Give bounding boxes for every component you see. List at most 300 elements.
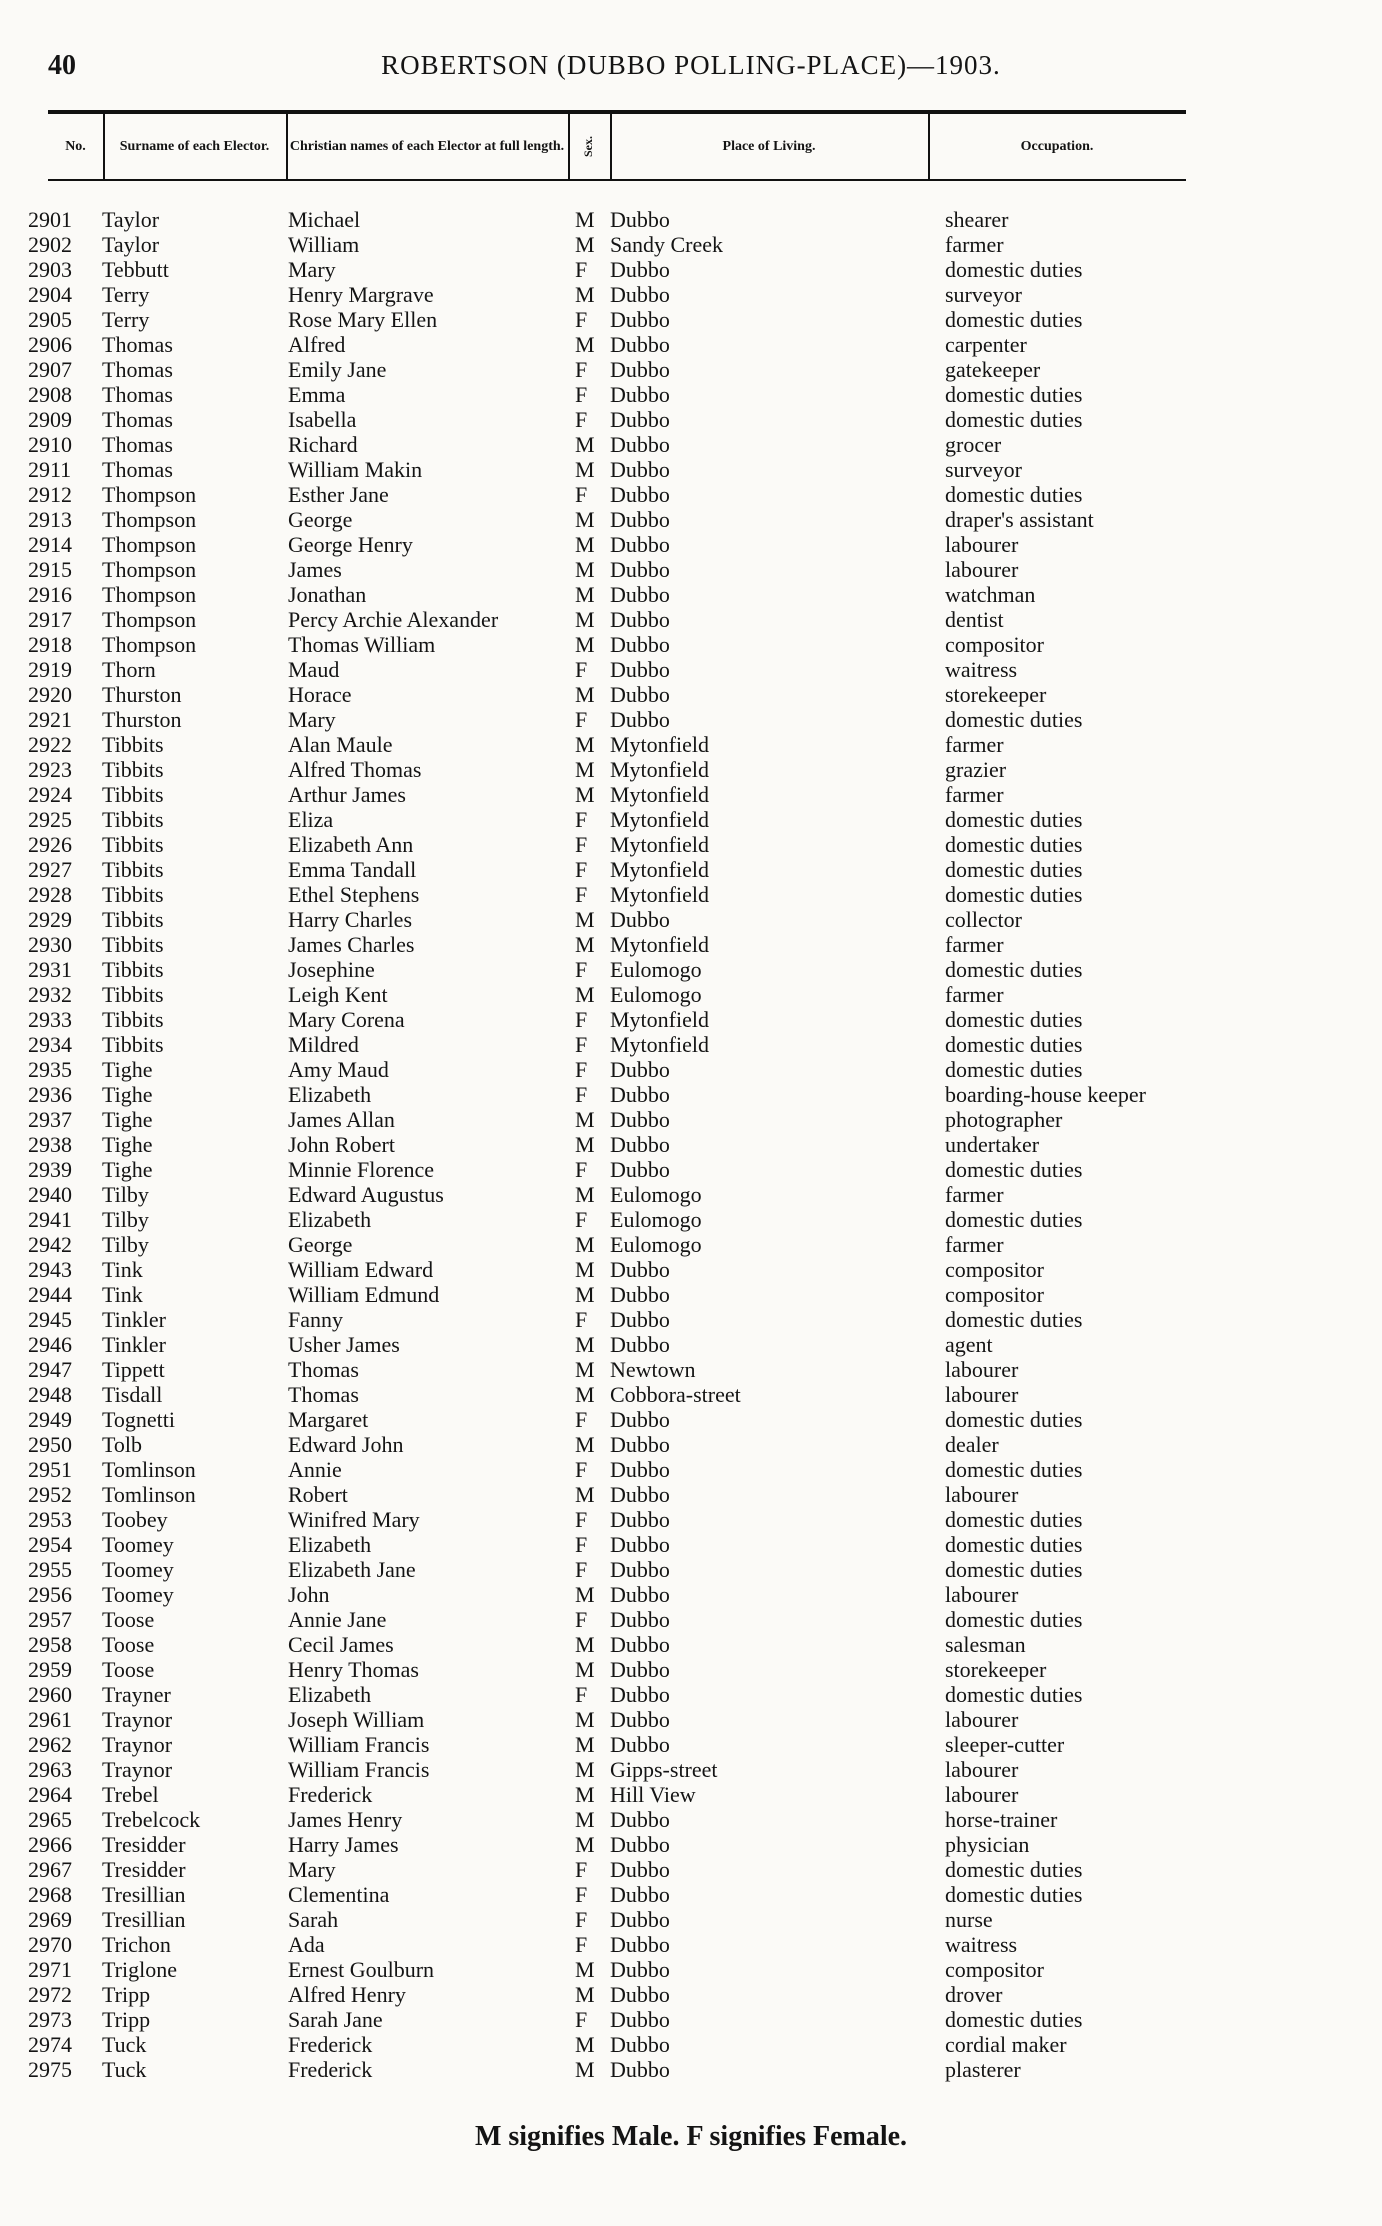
elector-place: Dubbo [610, 1632, 670, 1657]
elector-christian-names: Frederick [288, 1782, 373, 1807]
elector-place: Dubbo [610, 1457, 670, 1482]
elector-occupation: gatekeeper [945, 357, 1041, 382]
elector-sex: M [575, 557, 595, 582]
table-row [0, 1357, 1382, 1382]
elector-occupation: farmer [945, 782, 1004, 807]
elector-number: 2968 [28, 1882, 72, 1907]
elector-sex: F [575, 1907, 588, 1932]
elector-occupation: nurse [945, 1907, 993, 1932]
elector-christian-names: Isabella [288, 407, 357, 432]
elector-christian-names: Mildred [288, 1032, 359, 1057]
elector-place: Dubbo [610, 1482, 670, 1507]
table-row [0, 1082, 1382, 1107]
elector-number: 2903 [28, 257, 72, 282]
table-row [0, 1932, 1382, 1957]
elector-number: 2932 [28, 982, 72, 1007]
elector-occupation: domestic duties [945, 482, 1083, 507]
elector-occupation: domestic duties [945, 807, 1083, 832]
table-row [0, 932, 1382, 957]
elector-place: Mytonfield [610, 807, 709, 832]
elector-number: 2919 [28, 657, 72, 682]
elector-christian-names: Rose Mary Ellen [288, 307, 438, 332]
elector-sex: M [575, 732, 595, 757]
elector-surname: Thomas [102, 407, 173, 432]
elector-christian-names: Elizabeth [288, 1682, 372, 1707]
elector-christian-names: George Henry [288, 532, 413, 557]
elector-surname: Trebel [102, 1782, 159, 1807]
elector-occupation: grocer [945, 432, 1002, 457]
elector-number: 2931 [28, 957, 72, 982]
table-row [0, 1732, 1382, 1757]
table-row [0, 1507, 1382, 1532]
elector-surname: Thompson [102, 607, 197, 632]
elector-surname: Tilby [102, 1207, 149, 1232]
elector-christian-names: Alfred [288, 332, 346, 357]
elector-number: 2904 [28, 282, 72, 307]
elector-surname: Thompson [102, 557, 197, 582]
elector-sex: F [575, 2007, 588, 2032]
table-row [0, 1007, 1382, 1032]
elector-sex: M [575, 1382, 595, 1407]
elector-sex: M [575, 1257, 595, 1282]
elector-surname: Tibbits [102, 1032, 164, 1057]
elector-sex: F [575, 657, 588, 682]
elector-occupation: domestic duties [945, 1457, 1083, 1482]
column-header-occupation: Occupation. [1020, 138, 1094, 154]
elector-sex: F [575, 1557, 588, 1582]
elector-number: 2946 [28, 1332, 72, 1357]
elector-christian-names: William Edmund [288, 1282, 440, 1307]
table-row [0, 382, 1382, 407]
elector-occupation: surveyor [945, 282, 1022, 307]
elector-number: 2908 [28, 382, 72, 407]
elector-place: Dubbo [610, 1732, 670, 1757]
elector-christian-names: Joseph William [288, 1707, 425, 1732]
table-row [0, 1832, 1382, 1857]
elector-christian-names: Mary [288, 257, 336, 282]
elector-christian-names: George [288, 507, 353, 532]
elector-surname: Tippett [102, 1357, 165, 1382]
page-title: ROBERTSON (DUBBO POLLING-PLACE)—1903. [381, 50, 1001, 80]
table-row [0, 1782, 1382, 1807]
elector-surname: Tripp [102, 2007, 151, 2032]
elector-surname: Tripp [102, 1982, 151, 2007]
elector-surname: Tilby [102, 1232, 149, 1257]
column-header-no: No. [65, 138, 86, 154]
elector-number: 2921 [28, 707, 72, 732]
elector-sex: M [575, 1832, 595, 1857]
table-row [0, 507, 1382, 532]
elector-surname: Thurston [102, 707, 182, 732]
table-row [0, 1882, 1382, 1907]
elector-occupation: domestic duties [945, 832, 1083, 857]
table-row [0, 1807, 1382, 1832]
elector-number: 2962 [28, 1732, 72, 1757]
elector-occupation: farmer [945, 932, 1004, 957]
table-row [0, 1707, 1382, 1732]
elector-christian-names: Robert [288, 1482, 348, 1507]
elector-surname: Taylor [102, 232, 160, 257]
elector-christian-names: Margaret [288, 1407, 369, 1432]
elector-christian-names: Percy Archie Alexander [288, 607, 499, 632]
table-row [0, 1032, 1382, 1057]
elector-place: Dubbo [610, 257, 670, 282]
elector-christian-names: Harry James [288, 1832, 399, 1857]
elector-sex: M [575, 232, 595, 257]
elector-number: 2956 [28, 1582, 72, 1607]
elector-place: Dubbo [610, 1082, 670, 1107]
elector-surname: Thompson [102, 507, 197, 532]
table-row [0, 1482, 1382, 1507]
elector-occupation: cordial maker [945, 2032, 1067, 2057]
elector-sex: M [575, 1732, 595, 1757]
elector-surname: Tibbits [102, 1007, 164, 1032]
elector-surname: Thomas [102, 357, 173, 382]
elector-occupation: farmer [945, 982, 1004, 1007]
elector-sex: M [575, 1582, 595, 1607]
elector-place: Hill View [610, 1782, 696, 1807]
elector-sex: M [575, 532, 595, 557]
elector-surname: Tibbits [102, 782, 164, 807]
elector-sex: M [575, 982, 595, 1007]
elector-christian-names: William Francis [288, 1757, 430, 1782]
table-row [0, 1457, 1382, 1482]
table-row [0, 1632, 1382, 1657]
elector-place: Dubbo [610, 1132, 670, 1157]
elector-surname: Tibbits [102, 732, 164, 757]
elector-number: 2951 [28, 1457, 72, 1482]
table-row [0, 1307, 1382, 1332]
elector-occupation: undertaker [945, 1132, 1040, 1157]
elector-surname: Taylor [102, 207, 160, 232]
elector-occupation: plasterer [945, 2057, 1021, 2082]
elector-place: Eulomogo [610, 982, 702, 1007]
elector-number: 2913 [28, 507, 72, 532]
elector-place: Mytonfield [610, 732, 709, 757]
elector-christian-names: John Robert [288, 1132, 395, 1157]
column-header-place: Place of Living. [722, 138, 816, 154]
table-row [0, 1582, 1382, 1607]
elector-sex: M [575, 457, 595, 482]
elector-occupation: domestic duties [945, 1157, 1083, 1182]
elector-christian-names: Ernest Goulburn [288, 1957, 435, 1982]
elector-surname: Tilby [102, 1182, 149, 1207]
elector-number: 2933 [28, 1007, 72, 1032]
elector-christian-names: William Makin [288, 457, 423, 482]
elector-surname: Tresidder [102, 1857, 186, 1882]
elector-occupation: collector [945, 907, 1022, 932]
elector-sex: M [575, 1632, 595, 1657]
elector-place: Mytonfield [610, 857, 709, 882]
elector-number: 2942 [28, 1232, 72, 1257]
elector-surname: Tighe [102, 1132, 153, 1157]
elector-number: 2964 [28, 1782, 72, 1807]
elector-sex: M [575, 1707, 595, 1732]
elector-christian-names: Mary [288, 1857, 336, 1882]
elector-occupation: domestic duties [945, 882, 1083, 907]
elector-surname: Traynor [102, 1707, 173, 1732]
elector-number: 2925 [28, 807, 72, 832]
table-row [0, 782, 1382, 807]
elector-surname: Thurston [102, 682, 182, 707]
elector-christian-names: Thomas [288, 1382, 359, 1407]
elector-christian-names: Mary [288, 707, 336, 732]
elector-occupation: domestic duties [945, 307, 1083, 332]
elector-number: 2965 [28, 1807, 72, 1832]
elector-surname: Tibbits [102, 857, 164, 882]
elector-place: Dubbo [610, 432, 670, 457]
elector-place: Dubbo [610, 682, 670, 707]
elector-occupation: sleeper-cutter [945, 1732, 1065, 1757]
table-row [0, 1257, 1382, 1282]
elector-surname: Tibbits [102, 907, 164, 932]
elector-christian-names: James [288, 557, 342, 582]
table-row [0, 1957, 1382, 1982]
elector-christian-names: Frederick [288, 2032, 373, 2057]
elector-place: Dubbo [610, 507, 670, 532]
table-row [0, 982, 1382, 1007]
elector-place: Dubbo [610, 1882, 670, 1907]
elector-surname: Tighe [102, 1157, 153, 1182]
column-header-surname: Surname of each Elector. [119, 138, 270, 154]
elector-occupation: domestic duties [945, 857, 1083, 882]
table-row [0, 757, 1382, 782]
table-row [0, 1607, 1382, 1632]
elector-place: Dubbo [610, 1957, 670, 1982]
elector-place: Dubbo [610, 1257, 670, 1282]
elector-surname: Tinkler [102, 1307, 166, 1332]
elector-occupation: domestic duties [945, 957, 1083, 982]
table-row [0, 1982, 1382, 2007]
elector-sex: M [575, 632, 595, 657]
elector-christian-names: Thomas William [288, 632, 436, 657]
elector-place: Dubbo [610, 1307, 670, 1332]
table-row [0, 307, 1382, 332]
elector-sex: F [575, 1007, 588, 1032]
elector-sex: F [575, 357, 588, 382]
elector-occupation: labourer [945, 1382, 1019, 1407]
elector-christian-names: Mary Corena [288, 1007, 405, 1032]
elector-christian-names: James Henry [288, 1807, 403, 1832]
elector-surname: Trayner [102, 1682, 171, 1707]
elector-number: 2957 [28, 1607, 72, 1632]
elector-occupation: farmer [945, 732, 1004, 757]
column-header-sex [568, 114, 610, 179]
elector-place: Dubbo [610, 1157, 670, 1182]
elector-place: Dubbo [610, 532, 670, 557]
elector-sex: M [575, 1132, 595, 1157]
elector-surname: Tisdall [102, 1382, 163, 1407]
elector-sex: F [575, 957, 588, 982]
table-row [0, 432, 1382, 457]
elector-number: 2905 [28, 307, 72, 332]
table-row [0, 632, 1382, 657]
elector-sex: M [575, 607, 595, 632]
table-row [0, 2007, 1382, 2032]
elector-christian-names: Thomas [288, 1357, 359, 1382]
table-row [0, 532, 1382, 557]
elector-number: 2928 [28, 882, 72, 907]
elector-surname: Tighe [102, 1057, 153, 1082]
elector-number: 2926 [28, 832, 72, 857]
elector-christian-names: Elizabeth [288, 1207, 372, 1232]
elector-occupation: domestic duties [945, 1507, 1083, 1532]
elector-place: Newtown [610, 1357, 696, 1382]
elector-place: Dubbo [610, 907, 670, 932]
elector-christian-names: Emily Jane [288, 357, 387, 382]
table-row [0, 2057, 1382, 2082]
elector-occupation: labourer [945, 1757, 1019, 1782]
elector-surname: Tibbits [102, 957, 164, 982]
elector-occupation: photographer [945, 1107, 1063, 1132]
elector-christian-names: Richard [288, 432, 358, 457]
elector-place: Dubbo [610, 557, 670, 582]
page-number: 40 [48, 50, 76, 81]
elector-surname: Tighe [102, 1082, 153, 1107]
elector-christian-names: Emma [288, 382, 346, 407]
table-row [0, 582, 1382, 607]
table-row [0, 907, 1382, 932]
elector-surname: Tomlinson [102, 1482, 196, 1507]
elector-occupation: domestic duties [945, 1557, 1083, 1582]
elector-number: 2911 [28, 457, 72, 482]
elector-surname: Tognetti [102, 1407, 176, 1432]
table-row [0, 282, 1382, 307]
elector-place: Mytonfield [610, 782, 709, 807]
elector-sex: M [575, 1232, 595, 1257]
elector-christian-names: Alfred Henry [288, 1982, 406, 2007]
table-row [0, 1057, 1382, 1082]
elector-sex: F [575, 1857, 588, 1882]
elector-sex: M [575, 432, 595, 457]
elector-surname: Thompson [102, 632, 197, 657]
elector-christian-names: Henry Thomas [288, 1657, 419, 1682]
elector-christian-names: John [288, 1582, 330, 1607]
elector-sex: M [575, 907, 595, 932]
elector-christian-names: Esther Jane [288, 482, 389, 507]
elector-surname: Tibbits [102, 832, 164, 857]
elector-occupation: labourer [945, 532, 1019, 557]
elector-christian-names: Elizabeth [288, 1082, 372, 1107]
elector-sex: F [575, 1532, 588, 1557]
elector-place: Mytonfield [610, 1032, 709, 1057]
table-row [0, 607, 1382, 632]
elector-place: Dubbo [610, 1107, 670, 1132]
elector-occupation: domestic duties [945, 1532, 1083, 1557]
elector-place: Dubbo [610, 1682, 670, 1707]
table-row [0, 682, 1382, 707]
elector-surname: Tuck [102, 2057, 147, 2082]
elector-number: 2916 [28, 582, 72, 607]
elector-occupation: labourer [945, 1482, 1019, 1507]
elector-christian-names: Clementina [288, 1882, 390, 1907]
elector-christian-names: Elizabeth [288, 1532, 372, 1557]
elector-occupation: domestic duties [945, 382, 1083, 407]
elector-occupation: agent [945, 1332, 993, 1357]
elector-number: 2959 [28, 1657, 72, 1682]
elector-surname: Terry [102, 282, 150, 307]
elector-place: Dubbo [610, 1407, 670, 1432]
elector-surname: Tolb [102, 1432, 143, 1457]
elector-sex: F [575, 482, 588, 507]
elector-number: 2966 [28, 1832, 72, 1857]
elector-number: 2902 [28, 232, 72, 257]
elector-christian-names: Fanny [288, 1307, 343, 1332]
elector-place: Dubbo [610, 332, 670, 357]
elector-place: Dubbo [610, 1982, 670, 2007]
elector-number: 2960 [28, 1682, 72, 1707]
elector-occupation: drover [945, 1982, 1003, 2007]
elector-occupation: farmer [945, 1232, 1004, 1257]
elector-christian-names: James Allan [288, 1107, 395, 1132]
elector-list [0, 207, 1382, 2082]
table-row [0, 207, 1382, 232]
elector-surname: Toomey [102, 1582, 174, 1607]
elector-surname: Thomas [102, 332, 173, 357]
elector-christian-names: Alan Maule [288, 732, 393, 757]
elector-occupation: domestic duties [945, 1882, 1083, 1907]
elector-occupation: farmer [945, 232, 1004, 257]
elector-number: 2917 [28, 607, 72, 632]
elector-occupation: labourer [945, 1582, 1019, 1607]
elector-sex: M [575, 1757, 595, 1782]
elector-sex: M [575, 1482, 595, 1507]
elector-number: 2967 [28, 1857, 72, 1882]
elector-place: Dubbo [610, 1432, 670, 1457]
elector-christian-names: Edward Augustus [288, 1182, 444, 1207]
elector-surname: Toose [102, 1607, 155, 1632]
table-row [0, 1157, 1382, 1182]
elector-occupation: labourer [945, 1357, 1019, 1382]
elector-surname: Thomas [102, 382, 173, 407]
elector-christian-names: Emma Tandall [288, 857, 417, 882]
table-row [0, 807, 1382, 832]
elector-place: Sandy Creek [610, 232, 724, 257]
elector-sex: F [575, 1307, 588, 1332]
table-row [0, 857, 1382, 882]
elector-sex: F [575, 1157, 588, 1182]
elector-surname: Toomey [102, 1557, 174, 1582]
table-row [0, 1857, 1382, 1882]
elector-christian-names: William [288, 232, 360, 257]
elector-place: Eulomogo [610, 957, 702, 982]
elector-sex: F [575, 1882, 588, 1907]
elector-number: 2906 [28, 332, 72, 357]
elector-occupation: domestic duties [945, 1407, 1083, 1432]
table-row [0, 1382, 1382, 1407]
table-row [0, 1207, 1382, 1232]
elector-christian-names: Elizabeth Jane [288, 1557, 416, 1582]
elector-christian-names: Eliza [288, 807, 334, 832]
elector-occupation: watchman [945, 582, 1036, 607]
elector-place: Dubbo [610, 282, 670, 307]
elector-occupation: domestic duties [945, 407, 1083, 432]
elector-occupation: storekeeper [945, 1657, 1047, 1682]
elector-number: 2939 [28, 1157, 72, 1182]
elector-christian-names: Frederick [288, 2057, 373, 2082]
elector-occupation: waitress [945, 657, 1018, 682]
elector-number: 2912 [28, 482, 72, 507]
elector-number: 2972 [28, 1982, 72, 2007]
elector-christian-names: Sarah Jane [288, 2007, 383, 2032]
elector-occupation: domestic duties [945, 1307, 1083, 1332]
elector-place: Dubbo [610, 1557, 670, 1582]
elector-christian-names: Elizabeth Ann [288, 832, 414, 857]
elector-sex: M [575, 1332, 595, 1357]
elector-sex: F [575, 1507, 588, 1532]
footer-note: M signifies Male. F signifies Female. [474, 2121, 908, 2152]
elector-occupation: domestic duties [945, 1007, 1083, 1032]
